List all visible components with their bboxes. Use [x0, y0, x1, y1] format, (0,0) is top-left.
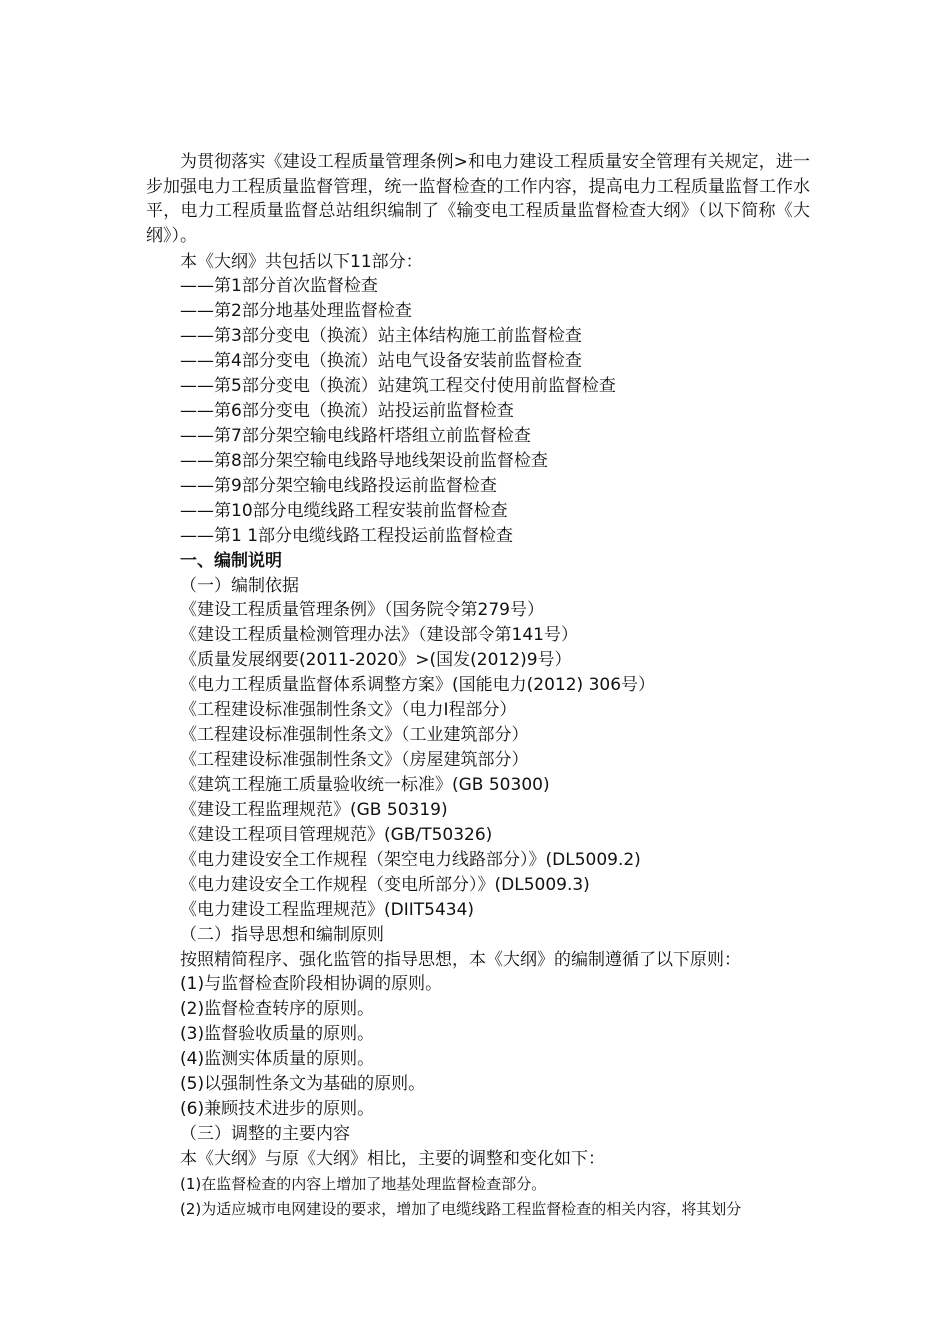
- reference-item: 《电力建设工程监理规范》(DIIT5434): [180, 900, 475, 920]
- part-item: ——第3部分变电（换流）站主体结构施工前监督检查: [180, 326, 582, 346]
- part-item: ——第6部分变电（换流）站投运前监督检查: [180, 401, 514, 421]
- part-item: ——第1 1部分电缆线路工程投运前监督检查: [180, 526, 514, 546]
- reference-item: 《工程建设标准强制性条文》（电力I程部分）: [180, 700, 517, 720]
- principle-item: (1)与监督检查阶段相协调的原则。: [180, 974, 443, 994]
- principle-item: (4)监测实体质量的原则。: [180, 1049, 375, 1069]
- part-item: ——第5部分变电（换流）站建筑工程交付使用前监督检查: [180, 376, 616, 396]
- part-item: ——第10部分电缆线路工程安装前监督检查: [180, 501, 508, 521]
- principle-item: (6)兼顾技术进步的原则。: [180, 1099, 375, 1119]
- part-item: ——第1部分首次监督检查: [180, 276, 378, 296]
- reference-item: 《建设工程监理规范》(GB 50319): [180, 800, 448, 820]
- intro-text: 为贯彻落实《建设工程质量管理条例>和电力建设工程质量安全管理有关规定，进一步加强电力工程质量监督管理，统一监督检查的工作内容，提高电力工程质量监督工作水平，电力工程质量监督总站组织编制了《输变电工程质量监督检查大纲》（以下简称《大纲》）。: [146, 152, 810, 246]
- principle-item: (3)监督验收质量的原则。: [180, 1024, 375, 1044]
- part-item: ——第9部分架空输电线路投运前监督检查: [180, 476, 497, 496]
- principle-item: (2)监督检查转序的原则。: [180, 999, 375, 1019]
- reference-item: 《电力工程质量监督体系调整方案》(国能电力(2012) 306号）: [180, 675, 656, 695]
- part-item: ——第7部分架空输电线路杆塔组立前监督检查: [180, 426, 531, 446]
- principle-item: (5)以强制性条文为基础的原则。: [180, 1074, 426, 1094]
- reference-item: 《工程建设标准强制性条文》（工业建筑部分）: [180, 725, 529, 745]
- part-item: ——第8部分架空输电线路导地线架设前监督检查: [180, 451, 548, 471]
- subsection-heading: （二）指导思想和编制原则: [180, 925, 384, 945]
- reference-item: 《建筑工程施工质量验收统一标准》(GB 50300): [180, 775, 550, 795]
- reference-item: 《质量发展纲要(2011-2020》>(国发(2012)9号）: [180, 650, 572, 670]
- changes-intro: 本《大纲》与原《大纲》相比，主要的调整和变化如下：: [180, 1149, 605, 1169]
- subsection-heading: （三）调整的主要内容: [180, 1124, 350, 1144]
- reference-item: 《电力建设安全工作规程（架空电力线路部分）》(DL5009.2): [180, 850, 641, 870]
- change-item: (2)为适应城市电网建设的要求，增加了电缆线路工程监督检查的相关内容，将其划分: [180, 1200, 742, 1218]
- section-heading: 一、编制说明: [180, 551, 282, 571]
- intro-paragraph: [146, 150, 810, 248]
- change-item: (1)在监督检查的内容上增加了地基处理监督检查部分。: [180, 1175, 547, 1193]
- reference-item: 《建设工程质量管理条例》（国务院令第279号）: [180, 600, 544, 620]
- subsection-heading: （一）编制依据: [180, 576, 299, 596]
- part-item: ——第2部分地基处理监督检查: [180, 301, 412, 321]
- reference-item: 《建设工程质量检测管理办法》（建设部令第141号）: [180, 625, 578, 645]
- parts-intro: 本《大纲》共包括以下11部分：: [180, 252, 423, 272]
- part-item: ——第4部分变电（换流）站电气设备安装前监督检查: [180, 351, 582, 371]
- reference-item: 《工程建设标准强制性条文》（房屋建筑部分）: [180, 750, 529, 770]
- reference-item: 《电力建设安全工作规程（变电所部分）》(DL5009.3): [180, 875, 590, 895]
- principles-intro: 按照精简程序、强化监管的指导思想，本《大纲》的编制遵循了以下原则：: [180, 950, 741, 970]
- reference-item: 《建设工程项目管理规范》(GB/T50326): [180, 825, 493, 845]
